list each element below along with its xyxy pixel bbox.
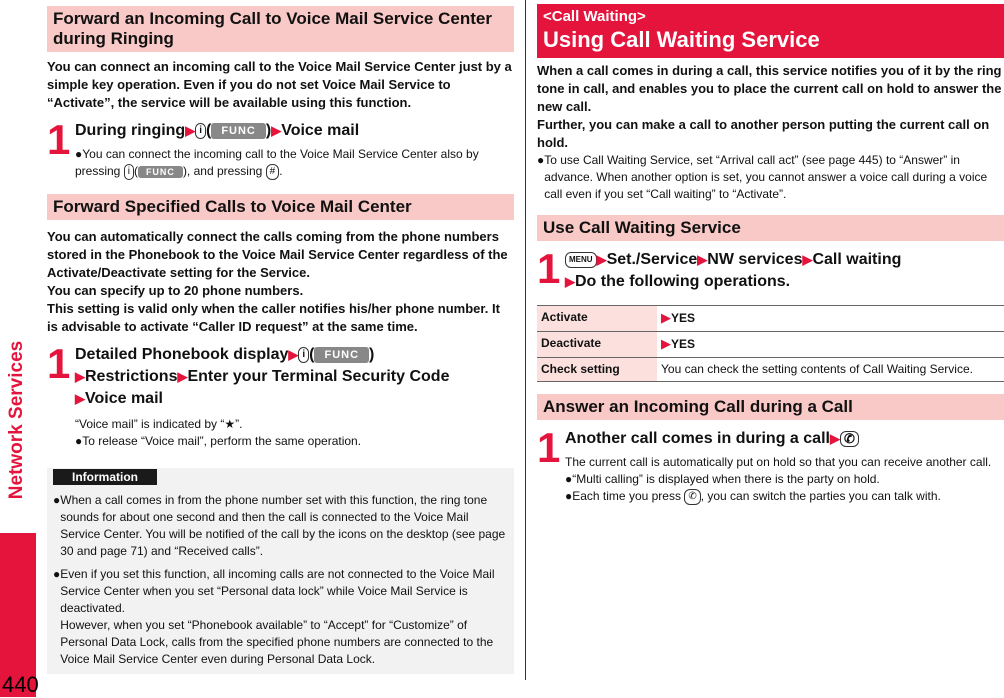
table-row [537,358,1004,382]
table-key: Activate [537,306,657,332]
sidebar [0,0,36,697]
step-note: ●You can connect the incoming call to the Voice Mail Service Center also by pressing i ( FUNC ), and pressing # . [75,147,479,178]
sidebar-label: Network Services [6,340,28,500]
left-column [47,0,514,674]
star-icon: ★ [224,417,236,431]
bullet-icon: ● [75,434,83,448]
step-title: Another call comes in during a call▶ ✆ [565,428,1004,450]
menu-key-icon: MENU [565,252,597,268]
table-key: Check setting [537,358,657,382]
arrow-icon: ▶ [185,123,196,138]
arrow-icon: ▶ [596,252,607,267]
arrow-icon: ▶ [802,252,813,267]
step [47,116,514,180]
info-item: ● When a call comes in from the phone number set with this function, the ring tone sounds for about one second and then the call is connected to the Voice Mail Service Center. You will be notified of the call by the icons on the desktop (see page 30 and page 71) and “Received calls”. [53,493,506,558]
call-key-icon: ✆ [840,431,859,447]
bullet-icon: ● [565,489,573,503]
arrow-icon: ▶ [271,123,282,138]
column-divider [525,0,526,680]
step-note: ●“Multi calling” is displayed when there is the party on hold. [565,472,880,486]
step-body [565,428,1004,505]
table-value: ▶YES [657,306,1004,332]
step-number: 1 [47,340,71,387]
table-value: You can check the setting contents of Call Waiting Service. [657,358,1004,382]
step-number: 1 [47,116,71,163]
step-note: ●Each time you press ✆ , you can switch the parties you can talk with. [565,489,941,503]
func-key-icon: FUNC [211,123,266,139]
bullet-icon: ● [53,567,61,581]
step-note: “Voice mail” is indicated by “★”. [75,417,243,431]
func-key-icon: FUNC [314,347,369,363]
bullet-icon: ● [75,147,83,161]
step-body [75,344,514,450]
step-title: During ringing▶ i ( FUNC )▶Voice mail [75,122,360,139]
section-heading: Forward Specified Calls to Voice Mail Center [47,194,514,222]
step-title: MENU ▶Set./Service▶NW services▶Call waiting ▶Do the following operations. [565,251,902,290]
section-heading: Answer an Incoming Call during a Call [537,394,1004,422]
section-intro: When a call comes in during a call, this service notifies you of it by the ring tone in call, and enables you to place the current call on hold to answer the new call. Further, you can make a call to another person putting the current call on hold. [537,63,1002,150]
step-note: ●To release “Voice mail”, perform the same operation. [75,434,362,448]
table-value: ▶YES [657,332,1004,358]
arrow-icon: ▶ [661,310,671,325]
arrow-icon: ▶ [565,274,575,289]
i-mode-key-icon: i [124,164,134,180]
section-intro: You can connect an incoming call to the Voice Mail Service Center just by a simple key operation. Even if you do not set Voice Mail Service to “Activate”, the service will be available using this function. [47,59,512,110]
step-note: The current call is automatically put on hold so that you can receive another call. [565,455,992,469]
hash-key-icon: # [266,164,280,180]
step-number: 1 [537,424,561,471]
step [47,340,514,450]
section-intro: You can automatically connect the calls coming from the phone numbers stored in the Phonebook to the Voice Mail Service Center regardless of the Activate/Deactivate setting for the Service. You can specify up to 20 phone numbers. This setting is valid only when the caller notifies his/her phone number. It is advisable to activate “Caller ID request” at the same time. [47,229,508,334]
settings-table [537,305,1004,382]
bullet-icon: ● [53,493,61,507]
i-mode-key-icon: i [298,347,309,363]
step-title: Detailed Phonebook display▶ i ( FUNC ) ▶Restrictions▶Enter your Terminal Security Code ▶Voice mail [75,346,450,407]
step [537,245,1004,293]
bullet-icon: ● [565,472,573,486]
step-body [565,249,1004,293]
table-row [537,306,1004,332]
step [537,424,1004,505]
information-tag: Information [53,469,157,485]
intro-note: ● To use Call Waiting Service, set “Arrival call act” (see page 445) to “Answer” in advance. When another option is set, you cannot answer a voice call during a voice call even if you set “Call waiting” to “Activate”. [537,153,988,201]
table-key: Deactivate [537,332,657,358]
step-body [75,120,514,180]
title-category: <Call Waiting> [543,8,646,25]
information-box [47,466,514,674]
arrow-icon: ▶ [75,369,85,384]
arrow-icon: ▶ [661,336,671,351]
page-number: 440 [2,672,39,697]
section-heading: Use Call Waiting Service [537,215,1004,243]
info-item: ● Even if you set this function, all incoming calls are not connected to the Voice Mail Service Center when you set “Personal data lock” while Voice Mail Service is deactivated. However, when you set “Phonebook available” to “Accept” for “Customize” of Personal Data Lock, calls from the specified phone numbers are connected to the Voice Mail Service Center even during Personal Data Lock. [53,567,495,666]
call-key-icon: ✆ [684,489,700,505]
section-heading: Forward an Incoming Call to Voice Mail Service Center during Ringing [47,6,514,54]
arrow-icon: ▶ [75,391,85,406]
arrow-icon: ▶ [177,369,188,384]
bullet-icon: ● [537,153,545,167]
step-number: 1 [537,245,561,292]
title-main: Using Call Waiting Service [543,27,820,52]
func-key-icon: FUNC [138,166,183,178]
table-row [537,332,1004,358]
arrow-icon: ▶ [697,252,708,267]
i-mode-key-icon: i [195,123,206,139]
page-title [537,4,1004,58]
arrow-icon: ▶ [288,347,299,362]
arrow-icon: ▶ [829,431,840,446]
right-column [537,0,1004,505]
